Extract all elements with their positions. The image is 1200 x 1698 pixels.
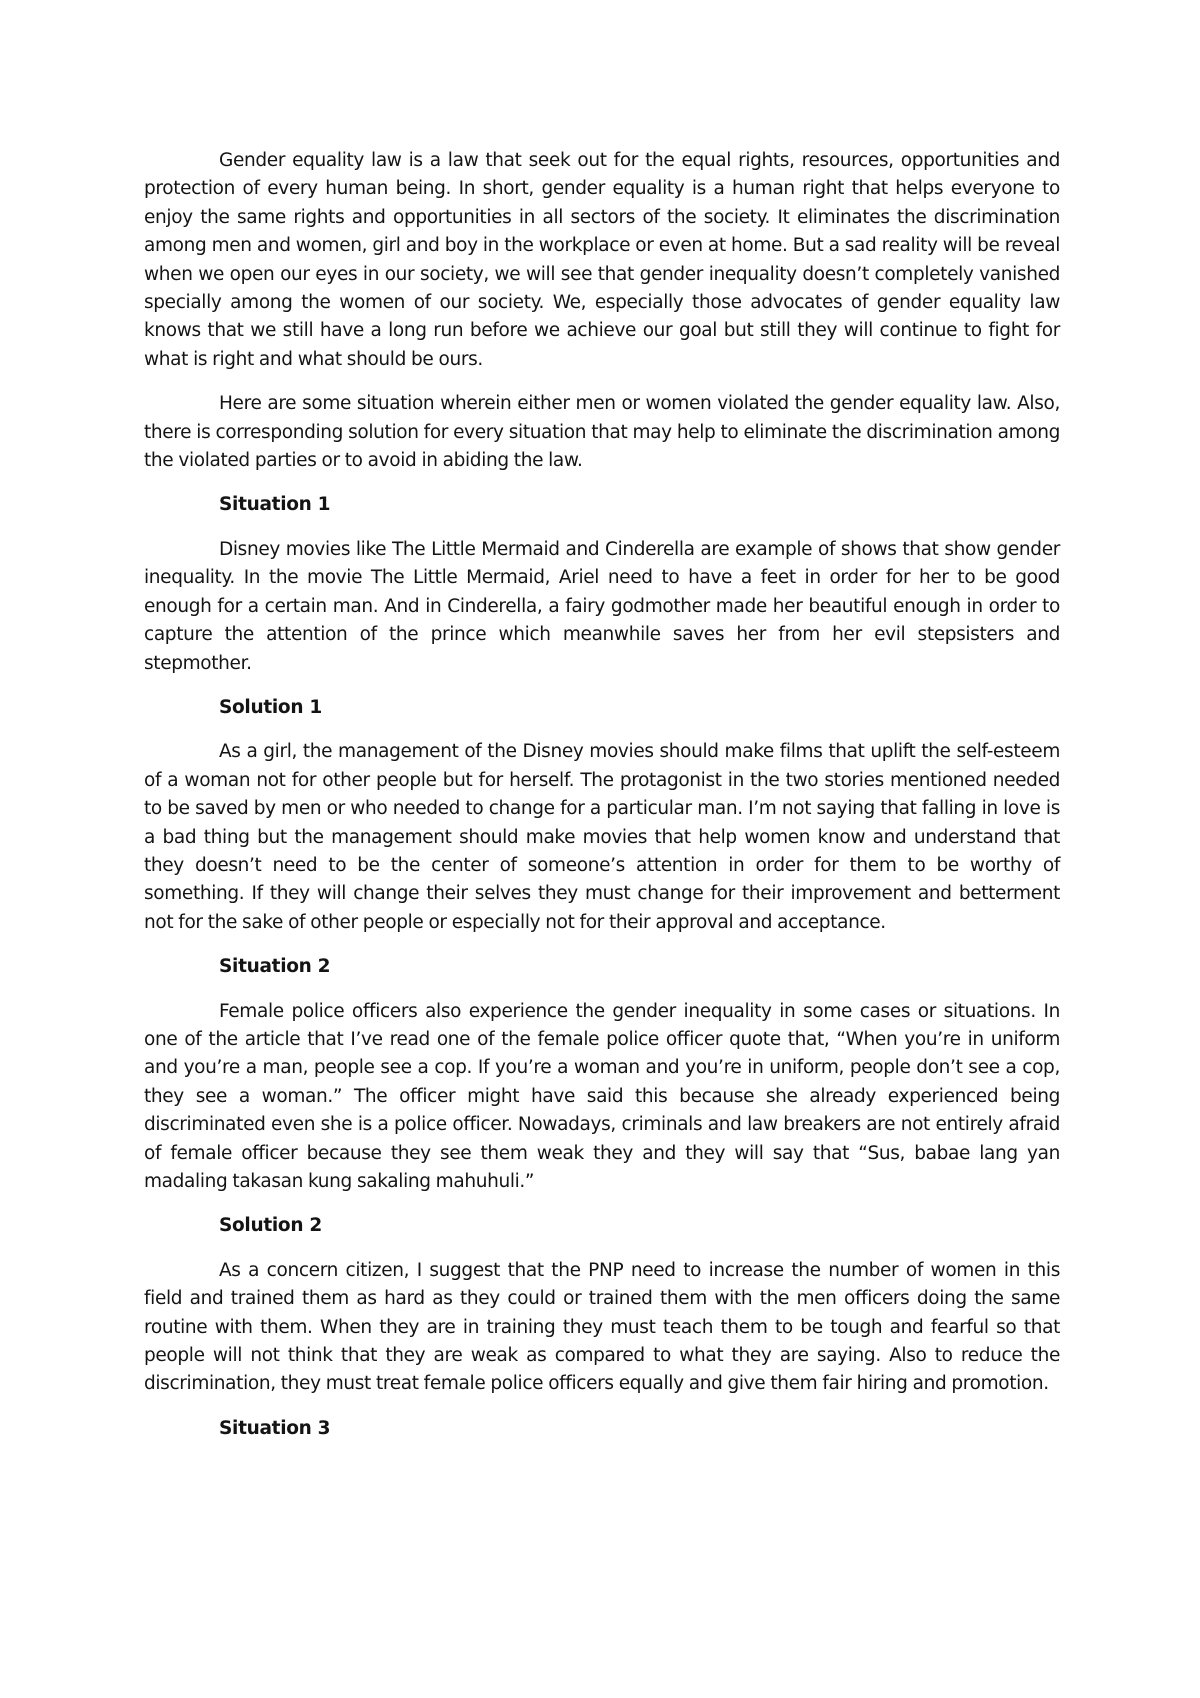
solution-1-heading: Solution 1	[219, 696, 322, 718]
situation-2-paragraph: Female police officers also experience the gender inequality in some cases or situations. In one of the article that I’ve read one of the female police officer quote that, “When you’re in uniform and you’re a man, people see a cop. If you’re a woman and you’re in uniform, people don’t see a cop, they see a woman.” The officer might have said this because she already experienced being discriminated even she is a police officer. Nowadays, criminals and law breakers are not entirely afraid of female officer because they see them weak they and they will say that “Sus, babae lang yan madaling takasan kung sakaling mahuhuli.”	[144, 1000, 1060, 1192]
situation-2-heading: Situation 2	[219, 956, 331, 978]
situation-3-heading: Situation 3	[219, 1417, 331, 1439]
situation-1-heading: Situation 1	[219, 494, 331, 516]
intro-paragraph-2: Here are some situation wherein either men or women violated the gender equality law. Also, there is corresponding solution for every situation that may help to eliminate the discrimination among the violated parties or to avoid in abiding the law.	[144, 393, 1060, 472]
intro-paragraph-1: Gender equality law is a law that seek out for the equal rights, resources, opportunities and protection of every human being. In short, gender equality is a human right that helps everyone to enjoy the same rights and opportunities in all sectors of the society. It eliminates the discrimination among men and women, girl and boy in the workplace or even at home. But a sad reality will be reveal when we open our eyes in our society, we will see that gender inequality doesn’t completely vanished specially among the women of our society. We, especially those advocates of gender equality law knows that we still have a long run before we achieve our goal but still they will continue to fight for what is right and what should be ours.	[144, 150, 1060, 370]
solution-2-heading: Solution 2	[219, 1215, 322, 1237]
solution-1-paragraph: As a girl, the management of the Disney movies should make films that uplift the self-esteem of a woman not for other people but for herself. The protagonist in the two stories mentioned needed to be saved by men or who needed to change for a particular man. I’m not saying that falling in love is a bad thing but the management should make movies that help women know and understand that they doesn’t need to be the center of someone’s attention in order for them to be worthy of something. If they will change their selves they must change for their improvement and betterment not for the sake of other people or especially not for their approval and acceptance.	[144, 741, 1060, 933]
solution-2-paragraph: As a concern citizen, I suggest that the PNP need to increase the number of women in this field and trained them as hard as they could or trained them with the men officers doing the same routine with them. When they are in training they must teach them to be tough and fearful so that people will not think that they are weak as compared to what they are saying. Also to reduce the discrimination, they must treat female police officers equally and give them fair hiring and promotion.	[144, 1259, 1060, 1395]
situation-1-paragraph: Disney movies like The Little Mermaid and Cinderella are example of shows that show gender inequality. In the movie The Little Mermaid, Ariel need to have a feet in order for her to be good enough for a certain man. And in Cinderella, a fairy godmother made her beautiful enough in order to capture the attention of the prince which meanwhile saves her from her evil stepsisters and stepmother.	[144, 538, 1060, 674]
